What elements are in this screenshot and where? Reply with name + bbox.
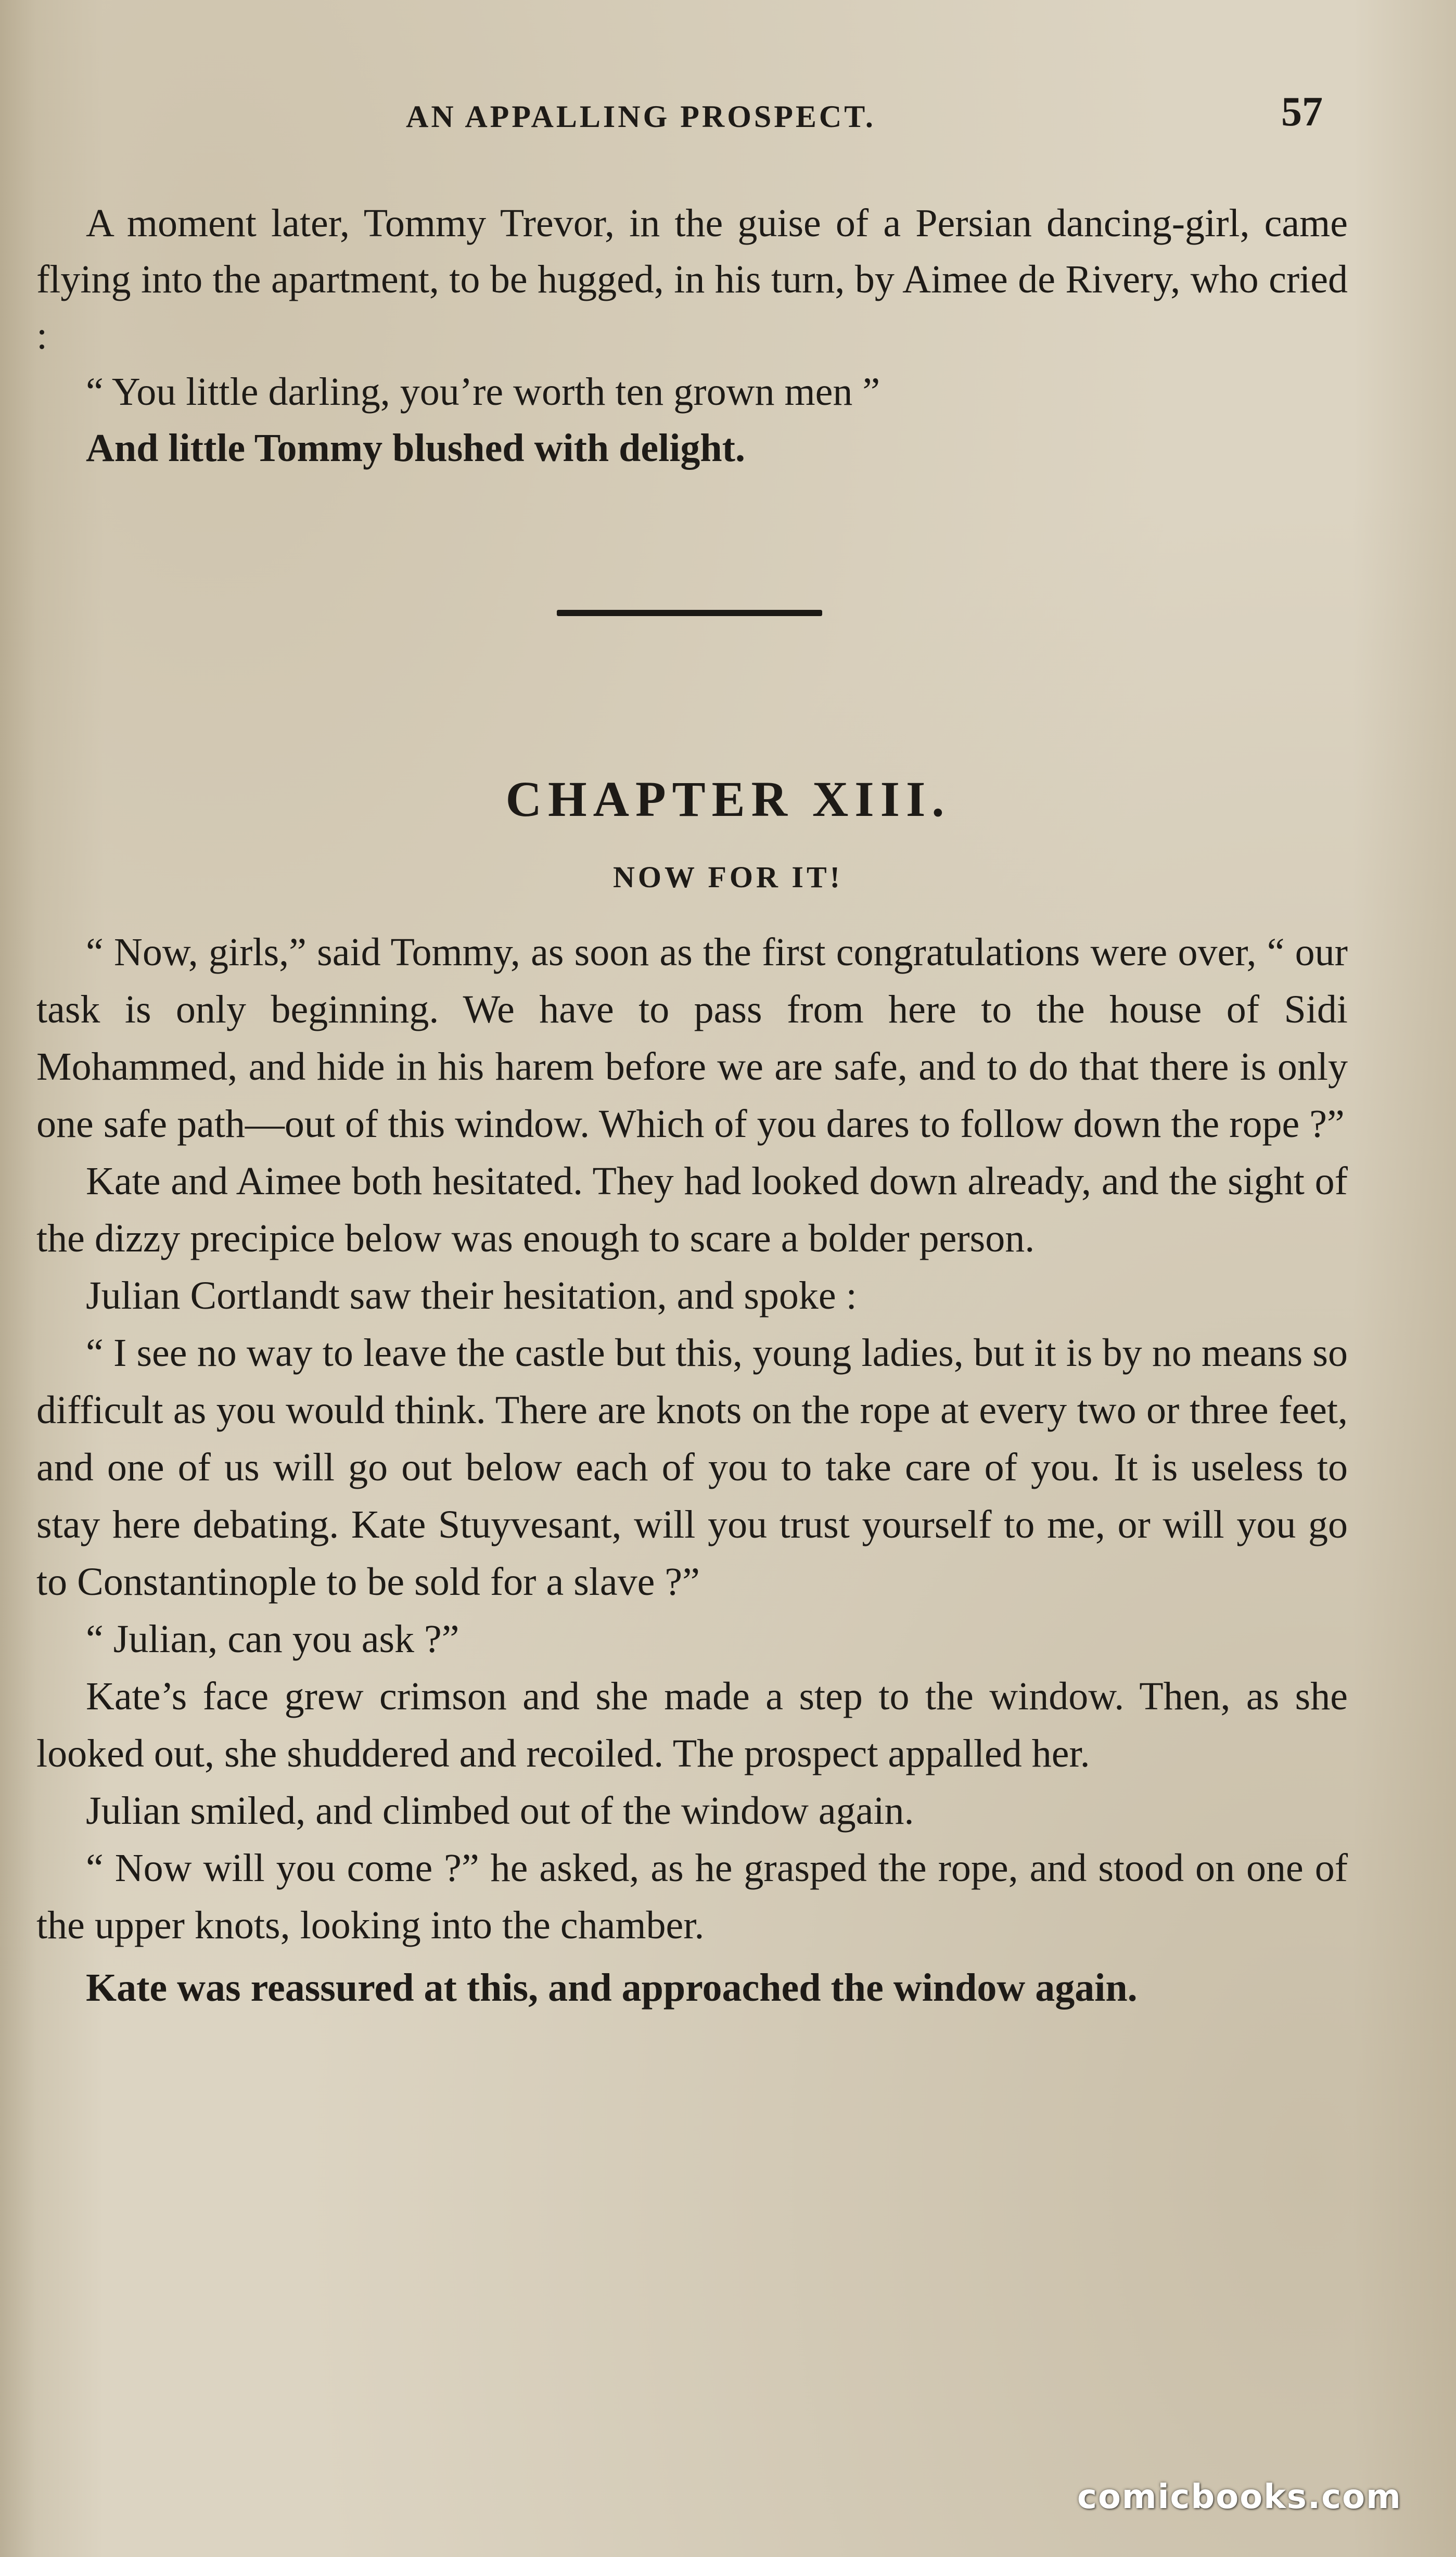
body-paragraph: Julian smiled, and climbed out of the window again. — [86, 1789, 914, 1833]
page-header — [0, 88, 1456, 151]
chapter-title: CHAPTER XIII. — [505, 771, 951, 827]
section-divider — [557, 610, 822, 616]
page-number: 57 — [1281, 89, 1323, 135]
opening-paragraph-1: A moment later, Tommy Trevor, in the guise of a Persian dancing-girl, came flying into the apartment, to be hugged, in his turn, by Aimee de Rivery, who cried : — [36, 201, 1348, 357]
opening-paragraph-2: “ You little darling, you’re worth ten grown men ” — [86, 370, 880, 414]
body-paragraph: “ I see no way to leave the castle but this, young ladies, but it is by no means so difficult as you would think. There are knots on the rope at every two or three feet, and one of us will go out below each of you to take care of you. It is useless to stay here debating. Kate Stuyvesant, will you trust yourself to me, or will you go to Constantinople to be sold for a slave ?” — [36, 1331, 1348, 1604]
body-paragraph: Kate and Aimee both hesitated. They had looked down already, and the sight of the dizzy precipice below was enough to scare a bolder person. — [36, 1159, 1348, 1260]
body-paragraph: “ Now, girls,” said Tommy, as soon as the first congratulations were over, “ our task is only beginning. We have to pass from here to the house of Sidi Mohammed, and hide in his harem before we are safe, and to do that there is only one safe path—out of this window. Which of you dares to follow down the rope ?” — [36, 930, 1348, 1146]
body-paragraph: “ Julian, can you ask ?” — [86, 1617, 459, 1661]
chapter-body — [36, 924, 1348, 2016]
chapter-subtitle: NOW FOR IT! — [613, 860, 843, 894]
watermark: comicbooks.com — [1077, 2478, 1402, 2516]
body-paragraph: Kate’s face grew crimson and she made a step to the window. Then, as she looked out, she shuddered and recoiled. The prospect appalled her. — [36, 1674, 1348, 1775]
body-paragraph: Julian Cortlandt saw their hesitation, and spoke : — [86, 1274, 857, 1318]
running-title: AN APPALLING PROSPECT. — [406, 99, 876, 134]
body-paragraph: “ Now will you come ?” he asked, as he grasped the rope, and stood on one of the upper knots, looking into the chamber. — [36, 1846, 1348, 1947]
body-paragraph: Kate was reassured at this, and approached the window again. — [86, 1966, 1138, 2010]
opening-paragraph-3: And little Tommy blushed with delight. — [86, 426, 745, 470]
